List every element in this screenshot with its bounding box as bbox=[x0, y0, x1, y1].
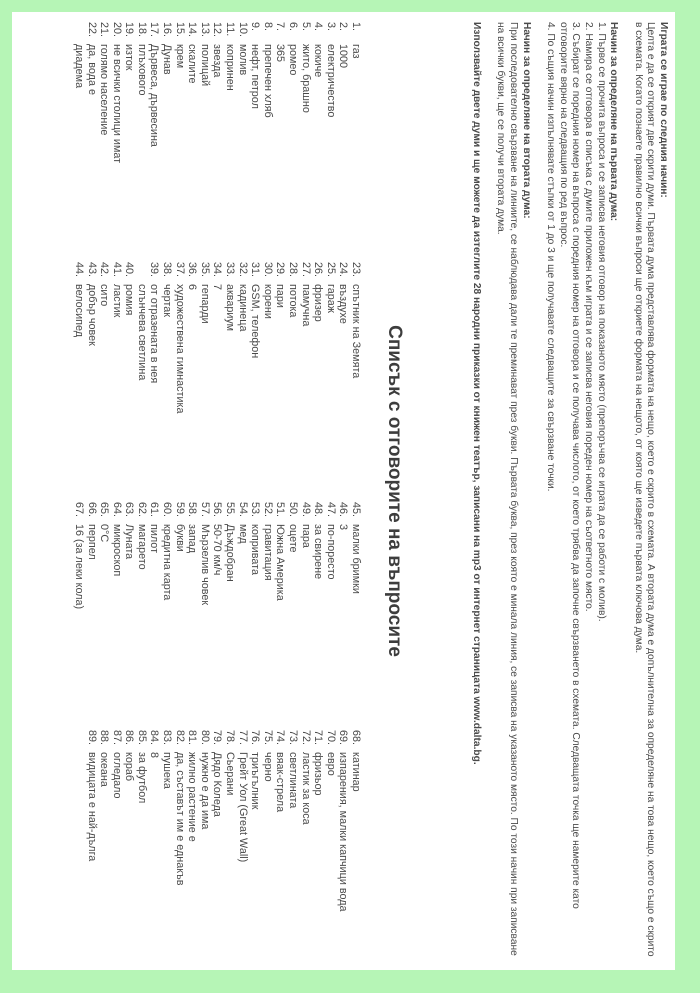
answer-number: 30. bbox=[261, 262, 274, 278]
answer-text: слънчева светлина bbox=[135, 284, 148, 381]
answer-number: 52. bbox=[261, 502, 274, 518]
answer-number: 21. bbox=[98, 22, 111, 38]
answer-number: 48. bbox=[312, 502, 325, 518]
answer-number: 39. bbox=[148, 262, 161, 278]
answer-number: 59. bbox=[173, 502, 186, 518]
answers-column bbox=[85, 730, 362, 912]
answer-text: Дървеса, дървесина bbox=[148, 44, 161, 147]
answer-text: крем bbox=[173, 44, 186, 69]
answer-item bbox=[198, 502, 211, 609]
answer-number: 42. bbox=[98, 262, 111, 278]
answer-item bbox=[85, 730, 98, 912]
answer-item bbox=[337, 262, 350, 413]
answer-text: аквариум bbox=[224, 284, 237, 332]
answer-text: Дъждобран bbox=[224, 524, 237, 582]
answer-text: 365 bbox=[274, 44, 287, 63]
answer-text: не всички столици имат bbox=[110, 44, 123, 164]
answer-item bbox=[236, 730, 249, 912]
answer-text: кредитна карта bbox=[161, 524, 174, 601]
answer-item bbox=[299, 730, 312, 912]
answer-number: 86. bbox=[123, 730, 136, 746]
answer-item bbox=[173, 262, 186, 413]
step-2: 2. Намира се отговора в списъка с думите приложен към играта и се записва неговия пореден номер на съответното място. bbox=[583, 22, 595, 612]
answer-item bbox=[85, 502, 98, 609]
answer-number: 68. bbox=[350, 730, 362, 746]
answer-item bbox=[223, 22, 236, 163]
answer-item bbox=[349, 22, 362, 163]
answer-text: газ bbox=[350, 44, 362, 59]
answer-number: 17. bbox=[148, 22, 161, 38]
answer-number: 3. bbox=[324, 22, 337, 32]
answer-number: 12. bbox=[211, 22, 224, 38]
answer-item bbox=[223, 262, 236, 413]
answer-text: жилно растение е bbox=[186, 752, 199, 842]
answer-text: плъхового bbox=[135, 44, 148, 96]
answer-text: жито, брашно bbox=[299, 44, 312, 113]
answer-text: молив bbox=[236, 44, 249, 76]
answer-text: малки бримки bbox=[350, 524, 362, 594]
answer-text: ластик за коса bbox=[299, 752, 312, 825]
answer-number bbox=[135, 262, 148, 284]
answer-number: 9. bbox=[249, 22, 262, 32]
answer-number: 36. bbox=[186, 262, 199, 278]
answer-item bbox=[211, 262, 224, 413]
answer-number: 4. bbox=[312, 22, 325, 32]
answer-item bbox=[161, 730, 174, 912]
answer-text: фризер bbox=[312, 284, 325, 322]
answer-item bbox=[161, 22, 174, 163]
answer-item bbox=[161, 262, 174, 413]
answer-text: Мързелив човек bbox=[198, 524, 211, 606]
answer-item bbox=[198, 730, 211, 912]
answer-item bbox=[236, 502, 249, 609]
answer-item bbox=[286, 262, 299, 413]
answer-number: 20. bbox=[110, 22, 123, 38]
answer-item bbox=[173, 502, 186, 609]
answer-item bbox=[211, 502, 224, 609]
answer-number: 65. bbox=[98, 502, 111, 518]
answer-text: 16 (за леки кола) bbox=[72, 524, 85, 610]
answer-item bbox=[299, 502, 312, 609]
answer-item bbox=[249, 22, 262, 163]
answer-text: перпел bbox=[85, 524, 98, 560]
answer-item bbox=[337, 730, 350, 912]
answer-number: 50. bbox=[287, 502, 300, 518]
answer-text: Грейт Уол (Great Wall) bbox=[236, 752, 249, 863]
answer-text: ромео bbox=[287, 44, 300, 76]
answers-column bbox=[72, 502, 362, 609]
answer-number: 35. bbox=[198, 262, 211, 278]
answer-number: 66. bbox=[85, 502, 98, 518]
answer-number: 26. bbox=[312, 262, 325, 278]
answer-number: 6. bbox=[287, 22, 300, 32]
answer-number bbox=[72, 22, 85, 44]
answer-number: 77. bbox=[236, 730, 249, 746]
answer-item bbox=[312, 262, 325, 413]
rotated-page-content bbox=[12, 12, 675, 970]
answer-item bbox=[98, 502, 111, 609]
answer-number: 13. bbox=[198, 22, 211, 38]
answer-text: светлината bbox=[287, 752, 300, 809]
answer-number: 33. bbox=[224, 262, 237, 278]
answer-text: голямо население bbox=[98, 44, 111, 136]
answer-item bbox=[110, 502, 123, 609]
answer-text: ромия bbox=[123, 284, 136, 316]
answer-text: гепарди bbox=[198, 284, 211, 324]
answer-number: 79. bbox=[211, 730, 224, 746]
answer-item bbox=[123, 502, 136, 609]
step-3: 3. Събират се поредния номер на въпроса с поредния номер на отговора и се получава числото, от което трябва да започне свързването в схемата. Следващата точка ще намерите като отговорите вярно на следващия по ред въпрос. bbox=[557, 22, 582, 909]
answer-text: препечен хляб bbox=[261, 44, 274, 118]
answer-text: копринен bbox=[224, 44, 237, 91]
answer-text: пилот bbox=[148, 524, 161, 554]
answer-number: 75. bbox=[261, 730, 274, 746]
answer-number: 45. bbox=[350, 502, 362, 518]
answer-item bbox=[274, 22, 287, 163]
answer-item bbox=[186, 22, 199, 163]
answer-text: Дунав bbox=[161, 44, 174, 75]
answer-text: звезда bbox=[211, 44, 224, 78]
answer-item bbox=[135, 262, 148, 413]
answer-number: 10. bbox=[236, 22, 249, 38]
step-1: 1. Първо се прочита въпроса и се записва неговия отговор на показаното място (препоръчва се играта да се работи с молив). bbox=[595, 22, 607, 622]
answer-number: 70. bbox=[324, 730, 337, 746]
answer-number: 63. bbox=[123, 502, 136, 518]
answer-text: да, вода е bbox=[85, 44, 98, 95]
answer-text: ластик bbox=[110, 284, 123, 318]
answer-text: 50-70 км/ч bbox=[211, 524, 224, 576]
answer-item bbox=[312, 502, 325, 609]
answer-text: евро bbox=[324, 752, 337, 776]
answer-text: от отразената в нея bbox=[148, 284, 161, 384]
answers-column bbox=[72, 22, 362, 163]
answer-number: 16. bbox=[161, 22, 174, 38]
answer-number: 81. bbox=[186, 730, 199, 746]
heading-rules: Играта се играе по следния начин: bbox=[658, 22, 669, 198]
answer-text: Луната bbox=[123, 524, 136, 560]
answer-item bbox=[173, 22, 186, 163]
answer-item bbox=[312, 730, 325, 912]
heading-second-word: Начин за определяне на втората дума: bbox=[520, 22, 532, 219]
answer-text: нужно е да има bbox=[198, 752, 211, 830]
answer-number: 7. bbox=[274, 22, 287, 32]
answer-number: 29. bbox=[274, 262, 287, 278]
answer-number: 24. bbox=[337, 262, 350, 278]
answer-text: памучна bbox=[299, 284, 312, 327]
answer-number: 84. bbox=[148, 730, 161, 746]
answer-item bbox=[337, 502, 350, 609]
answer-item bbox=[299, 22, 312, 163]
answer-text: художествена гимнастика bbox=[173, 284, 186, 414]
answer-item bbox=[236, 22, 249, 163]
download-note: Използвайте двете думи и ще можете да изтеглите 28 народни приказки от книжен театър, записани на mp3 от интернет страницата www.dalta.bg. bbox=[470, 22, 482, 765]
answer-item bbox=[98, 730, 111, 912]
answer-item bbox=[337, 22, 350, 163]
document-page bbox=[12, 12, 675, 970]
answer-item bbox=[72, 262, 85, 413]
answer-item bbox=[110, 730, 123, 912]
answer-number: 51. bbox=[274, 502, 287, 518]
answer-number: 47. bbox=[324, 502, 337, 518]
answer-item bbox=[148, 22, 161, 163]
answer-item bbox=[261, 502, 274, 609]
answer-item bbox=[72, 22, 85, 163]
answer-text: да, съставът им е еднакъв bbox=[173, 752, 186, 886]
answer-item bbox=[123, 730, 136, 912]
answer-number: 1. bbox=[350, 22, 362, 32]
answer-number: 46. bbox=[337, 502, 350, 518]
answer-text: нефт, петрол bbox=[249, 44, 262, 109]
answer-text: оцете bbox=[287, 524, 300, 553]
answer-number: 49. bbox=[299, 502, 312, 518]
answer-number: 38. bbox=[161, 262, 174, 278]
heading-first-word: Начин за определяне на първата дума: bbox=[608, 22, 620, 222]
answer-item bbox=[211, 22, 224, 163]
answer-item bbox=[123, 262, 136, 413]
answer-item bbox=[286, 730, 299, 912]
answer-number: 41. bbox=[110, 262, 123, 278]
answer-item bbox=[223, 730, 236, 912]
answer-text: 6 bbox=[186, 284, 199, 291]
answer-number: 57. bbox=[198, 502, 211, 518]
answer-text: кораб bbox=[123, 752, 136, 782]
answer-number: 89. bbox=[85, 730, 98, 746]
answer-item bbox=[186, 262, 199, 413]
answer-number: 58. bbox=[186, 502, 199, 518]
answer-number: 22. bbox=[85, 22, 98, 38]
answer-item bbox=[261, 22, 274, 163]
answer-text: GSM, телефон bbox=[249, 284, 262, 359]
answer-text: вяак-стрела bbox=[274, 752, 287, 813]
answer-text: океана bbox=[98, 752, 111, 787]
answer-item bbox=[349, 730, 362, 912]
answer-number: 25. bbox=[324, 262, 337, 278]
answer-number: 27. bbox=[299, 262, 312, 278]
answer-text: спътник на Земята bbox=[350, 284, 362, 379]
answer-number: 18. bbox=[135, 22, 148, 38]
answer-text: пушека bbox=[161, 752, 174, 789]
answer-item bbox=[148, 730, 161, 912]
answer-item bbox=[261, 262, 274, 413]
answer-text: гараж bbox=[324, 284, 337, 313]
answer-number: 53. bbox=[249, 502, 262, 518]
answer-item bbox=[261, 730, 274, 912]
answer-text: диадема bbox=[72, 44, 85, 89]
paragraph-second-word: При последователно свързване на линиите, се наблюдава дали те преминават през букви. Първата буква, през която е минала линия, се записва на указаното място. По този начин при записване на всички букви, ще се получи втората дума. bbox=[495, 22, 520, 956]
answer-text: 3 bbox=[337, 524, 350, 531]
answer-item bbox=[85, 22, 98, 163]
answer-item bbox=[186, 730, 199, 912]
answer-item bbox=[274, 262, 287, 413]
answer-item bbox=[135, 730, 148, 912]
answer-item bbox=[324, 730, 337, 912]
answer-text: въздухе bbox=[337, 284, 350, 324]
answer-item bbox=[211, 730, 224, 912]
answer-number: 80. bbox=[198, 730, 211, 746]
answer-number: 74. bbox=[274, 730, 287, 746]
answer-item bbox=[85, 262, 98, 413]
answer-item bbox=[324, 22, 337, 163]
answer-item bbox=[135, 502, 148, 609]
answer-text: добър човек bbox=[85, 284, 98, 346]
answer-number: 5. bbox=[299, 22, 312, 32]
answer-number: 37. bbox=[173, 262, 186, 278]
answer-item bbox=[312, 22, 325, 163]
answer-text: скалите bbox=[186, 44, 199, 84]
answer-number: 23. bbox=[350, 262, 362, 278]
answer-text: изток bbox=[123, 44, 136, 71]
answer-text: триъгълник bbox=[249, 752, 262, 810]
answer-text: полицай bbox=[198, 44, 211, 87]
answer-text: Дядо Коледа bbox=[211, 752, 224, 817]
answer-number: 54. bbox=[236, 502, 249, 518]
answer-item bbox=[98, 262, 111, 413]
answer-item bbox=[286, 22, 299, 163]
answer-number: 87. bbox=[110, 730, 123, 746]
answer-number: 31. bbox=[249, 262, 262, 278]
answer-text: изпарения, малки капчици вода bbox=[337, 752, 350, 912]
answer-number: 73. bbox=[287, 730, 300, 746]
answer-text: фризьор bbox=[312, 752, 325, 796]
answer-text: видицата е най-дълга bbox=[85, 752, 98, 862]
answer-item bbox=[135, 22, 148, 163]
answer-number: 55. bbox=[224, 502, 237, 518]
answer-item bbox=[186, 502, 199, 609]
answer-item bbox=[236, 262, 249, 413]
answer-text: Сьерани bbox=[224, 752, 237, 796]
answer-number: 64. bbox=[110, 502, 123, 518]
answer-text: 0°C bbox=[98, 524, 111, 543]
answer-number: 67. bbox=[72, 502, 85, 518]
answer-text: мед bbox=[236, 524, 249, 544]
answer-item bbox=[249, 262, 262, 413]
answer-text: по-поресто bbox=[324, 524, 337, 580]
answer-item bbox=[286, 502, 299, 609]
answer-number: 43. bbox=[85, 262, 98, 278]
answer-item bbox=[324, 502, 337, 609]
answer-number: 76. bbox=[249, 730, 262, 746]
answer-number: 11. bbox=[224, 22, 237, 37]
answer-text: микроскоп bbox=[110, 524, 123, 577]
answer-number: 72. bbox=[299, 730, 312, 746]
answer-text: кадинеца bbox=[236, 284, 249, 332]
answer-item bbox=[148, 502, 161, 609]
answer-number: 8. bbox=[261, 22, 274, 32]
answer-item bbox=[173, 730, 186, 912]
answer-number: 44. bbox=[72, 262, 85, 278]
answer-item bbox=[249, 730, 262, 912]
step-4: 4. По същия начин изпълнявате стъпки от 1 до 3 и ще получавате следващите за свързване точки. bbox=[545, 22, 557, 492]
answer-number: 19. bbox=[123, 22, 136, 38]
answer-text: 7 bbox=[211, 284, 224, 291]
answer-number: 28. bbox=[287, 262, 300, 278]
answer-number: 2. bbox=[337, 22, 350, 32]
answer-item bbox=[110, 22, 123, 163]
answer-number: 34. bbox=[211, 262, 224, 278]
answer-number: 82. bbox=[173, 730, 186, 746]
answer-number: 56. bbox=[211, 502, 224, 518]
answer-number: 15. bbox=[173, 22, 186, 38]
answer-item bbox=[148, 262, 161, 413]
answer-item bbox=[72, 502, 85, 609]
answer-text: кокиче bbox=[312, 44, 325, 78]
answer-text: корени bbox=[261, 284, 274, 319]
answer-number: 69. bbox=[337, 730, 350, 746]
answer-text: 8 bbox=[148, 752, 161, 759]
answer-text: пари bbox=[274, 284, 287, 308]
answer-number: 88. bbox=[98, 730, 111, 746]
instructions bbox=[469, 22, 669, 962]
answer-text: за свирене bbox=[312, 524, 325, 580]
answer-text: велосипед bbox=[72, 284, 85, 338]
answer-text: електричество bbox=[324, 44, 337, 118]
answer-text: Южна Америка bbox=[274, 524, 287, 601]
answer-text: запад bbox=[186, 524, 199, 554]
answer-item bbox=[299, 262, 312, 413]
answer-item bbox=[110, 262, 123, 413]
answer-number: 14. bbox=[186, 22, 199, 38]
answer-item bbox=[198, 22, 211, 163]
answer-text: потока bbox=[287, 284, 300, 318]
answer-text: за футбол bbox=[135, 752, 148, 804]
answer-text: букви bbox=[173, 524, 186, 552]
answer-item bbox=[274, 502, 287, 609]
answer-text: 1000 bbox=[337, 44, 350, 69]
answer-text: сито bbox=[98, 284, 111, 307]
answer-number: 71. bbox=[312, 730, 325, 746]
answer-text: магарето bbox=[135, 524, 148, 570]
answer-number: 60. bbox=[161, 502, 174, 518]
answer-item bbox=[98, 22, 111, 163]
answer-number: 61. bbox=[148, 502, 161, 518]
answer-number: 32. bbox=[236, 262, 249, 278]
answer-item bbox=[324, 262, 337, 413]
answer-item bbox=[123, 22, 136, 163]
answer-text: черно bbox=[261, 752, 274, 782]
answer-item bbox=[349, 502, 362, 609]
answer-item bbox=[223, 502, 236, 609]
answer-item bbox=[274, 730, 287, 912]
answers-list-title: Списък с отговорите на въпросите bbox=[384, 325, 405, 657]
answer-number: 62. bbox=[135, 502, 148, 518]
answer-item bbox=[161, 502, 174, 609]
answer-item bbox=[249, 502, 262, 609]
answer-item bbox=[198, 262, 211, 413]
answer-text: пара bbox=[299, 524, 312, 548]
answer-text: гравитация bbox=[261, 524, 274, 581]
answer-text: чертак bbox=[161, 284, 174, 317]
paragraph-rules: Целта е да се открият две скрити думи. Първата дума представлява формата на нещо, което е скрито в схемата. А втората дума е допълнителна за определяне на това нещо, което също е скрито в схемата. Когато познаете правилно всички въпроси ще откриете формата на нещото, от която ще изведете първата ключова дума. bbox=[632, 22, 657, 957]
answer-number: 83. bbox=[161, 730, 174, 746]
answer-item bbox=[349, 262, 362, 413]
answer-number: 85. bbox=[135, 730, 148, 746]
answer-text: катинар bbox=[350, 752, 362, 792]
answer-number: 40. bbox=[123, 262, 136, 278]
answer-text: копривата bbox=[249, 524, 262, 575]
answer-number: 78. bbox=[224, 730, 237, 746]
answer-text: огледало bbox=[110, 752, 123, 799]
answers-column bbox=[72, 262, 362, 413]
